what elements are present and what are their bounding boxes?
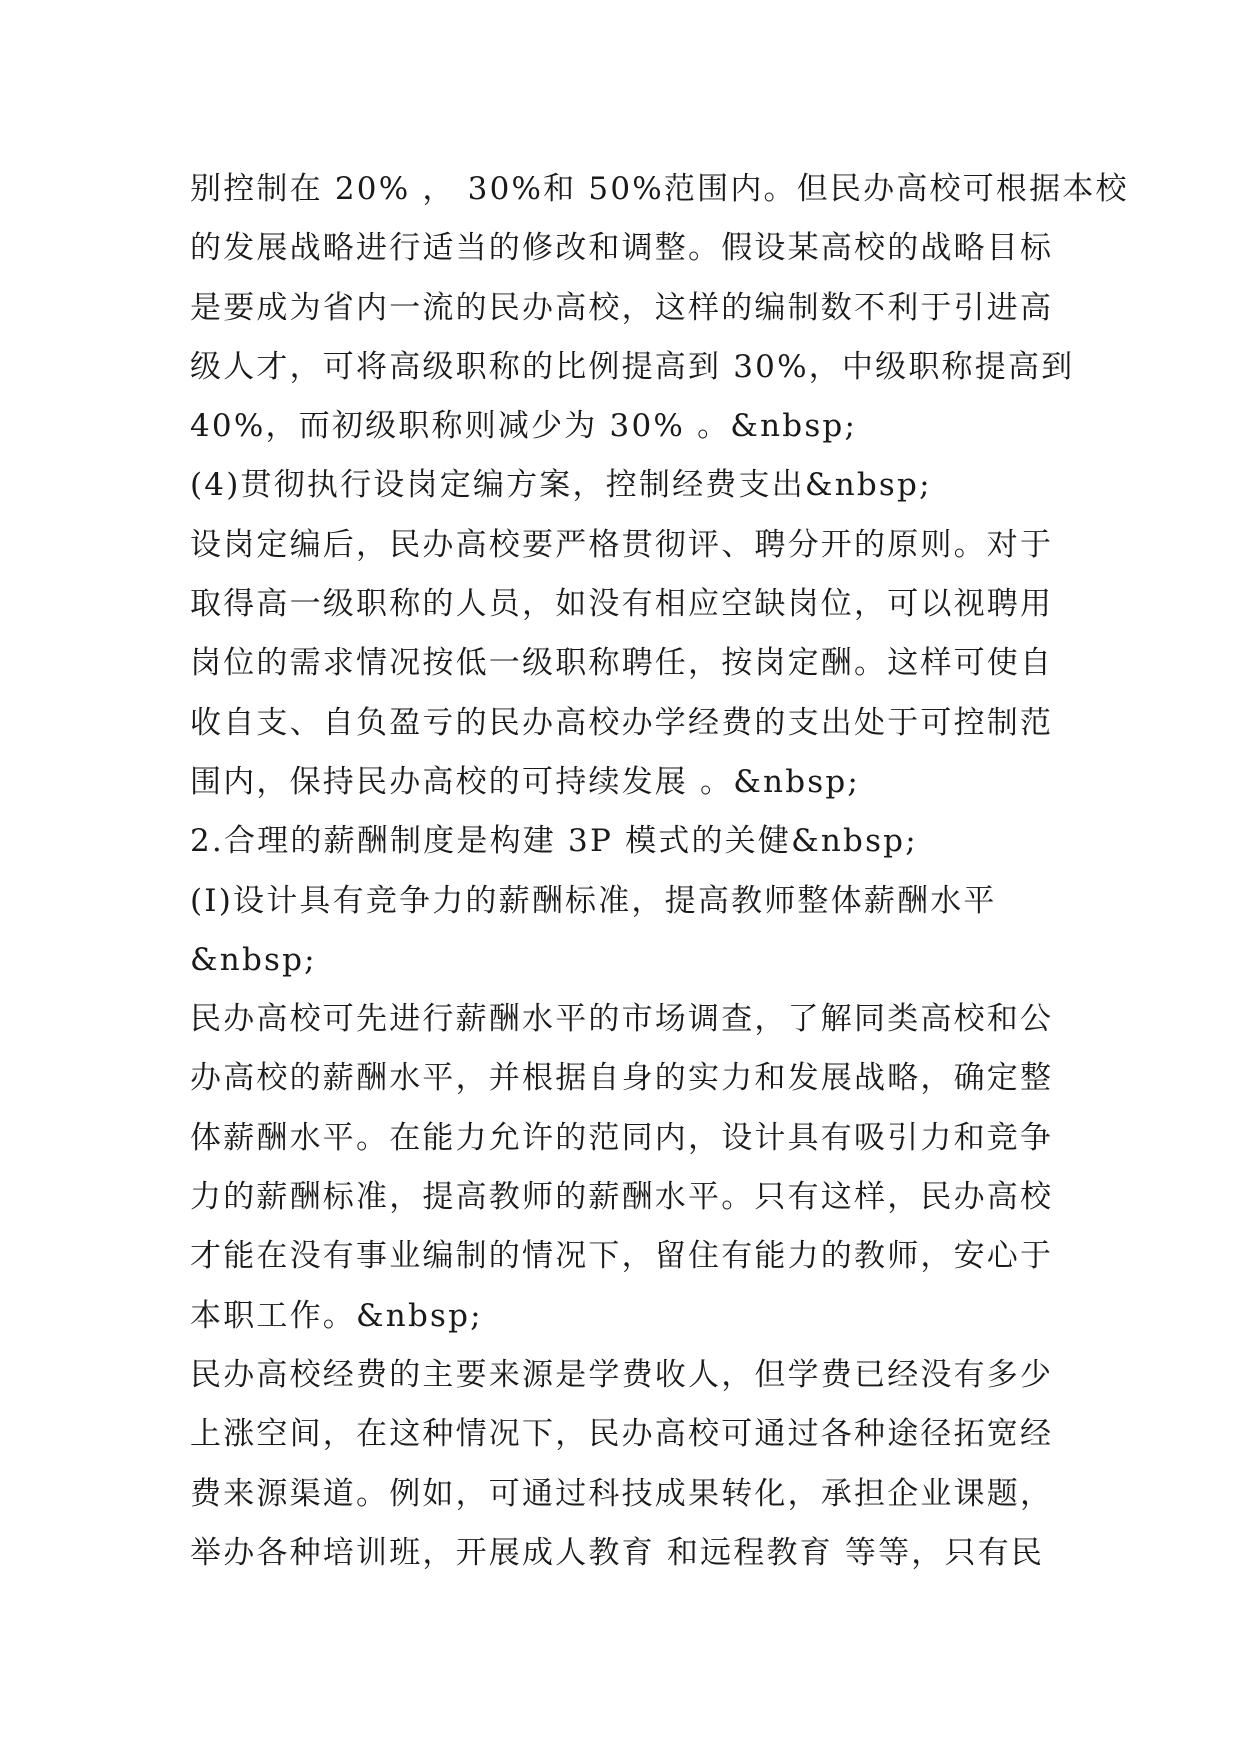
text-line-3: 是要成为省内一流的民办高校，这样的编制数不利于引进高 — [190, 289, 1054, 326]
text-line-18: 力的薪酬标准，提高教师的薪酬水平。只有这样，民办高校 — [190, 1179, 1054, 1216]
text-line-14: &nbsp; — [190, 941, 317, 978]
text-line-1: 别控制在 20% ， 30%和 50%范围内。但民办高校可根据本校 — [190, 171, 1129, 207]
subsection-heading-1: (I)设计具有竞争力的薪酬标准，提高教师整体薪酬水平 — [190, 882, 997, 919]
text-line-19: 才能在没有事业编制的情况下，留住有能力的教师，安心于 — [190, 1238, 1054, 1275]
text-line-16: 办高校的薪酬水平，并根据自身的实力和发展战略，确定整 — [190, 1060, 1054, 1097]
text-line-20: 本职工作。&nbsp; — [190, 1297, 483, 1334]
section-heading-2: 2.合理的薪酬制度是构建 3P 模式的关健&nbsp; — [190, 823, 918, 860]
text-line-17: 体薪酬水平。在能力允许的范同内，设计具有吸引力和竞争 — [190, 1119, 1054, 1156]
text-line-24: 举办各种培训班，开展成人教育 和远程教育 等等，只有民 — [190, 1534, 1045, 1571]
text-line-9: 岗位的需求情况按低一级职称聘任，按岗定酬。这样可使自 — [190, 645, 1054, 682]
text-line-15: 民办高校可先进行薪酬水平的市场调查，了解同类高校和公 — [190, 1001, 1054, 1038]
text-line-5: 40%，而初级职称则减少为 30% 。&nbsp; — [190, 408, 858, 445]
body-text — [190, 160, 1129, 1583]
text-line-4: 级人才，可将高级职称的比例提高到 30%，中级职称提高到 — [190, 348, 1075, 385]
text-line-11: 围内，保持民办高校的可持续发展 。&nbsp; — [190, 763, 861, 800]
text-line-22: 上涨空间，在这种情况下，民办高校可通过各种途径拓宽经 — [190, 1416, 1054, 1453]
text-line-2: 的发展战略进行适当的修改和调整。假设某高校的战略目标 — [190, 230, 1054, 267]
section-heading-4: (4)贯彻执行设岗定编方案，控制经费支出&nbsp; — [190, 467, 932, 504]
text-line-7: 设岗定编后，民办高校要严格贯彻评、聘分开的原则。对于 — [190, 526, 1054, 563]
text-line-10: 收自支、自负盈亏的民办高校办学经费的支出处于可控制范 — [190, 704, 1054, 741]
text-line-8: 取得高一级职称的人员，如没有相应空缺岗位，可以视聘用 — [190, 586, 1054, 623]
text-line-21: 民办高校经费的主要来源是学费收人，但学费已经没有多少 — [190, 1356, 1054, 1393]
text-line-23: 费来源渠道。例如，可通过科技成果转化，承担企业课题， — [190, 1475, 1054, 1512]
